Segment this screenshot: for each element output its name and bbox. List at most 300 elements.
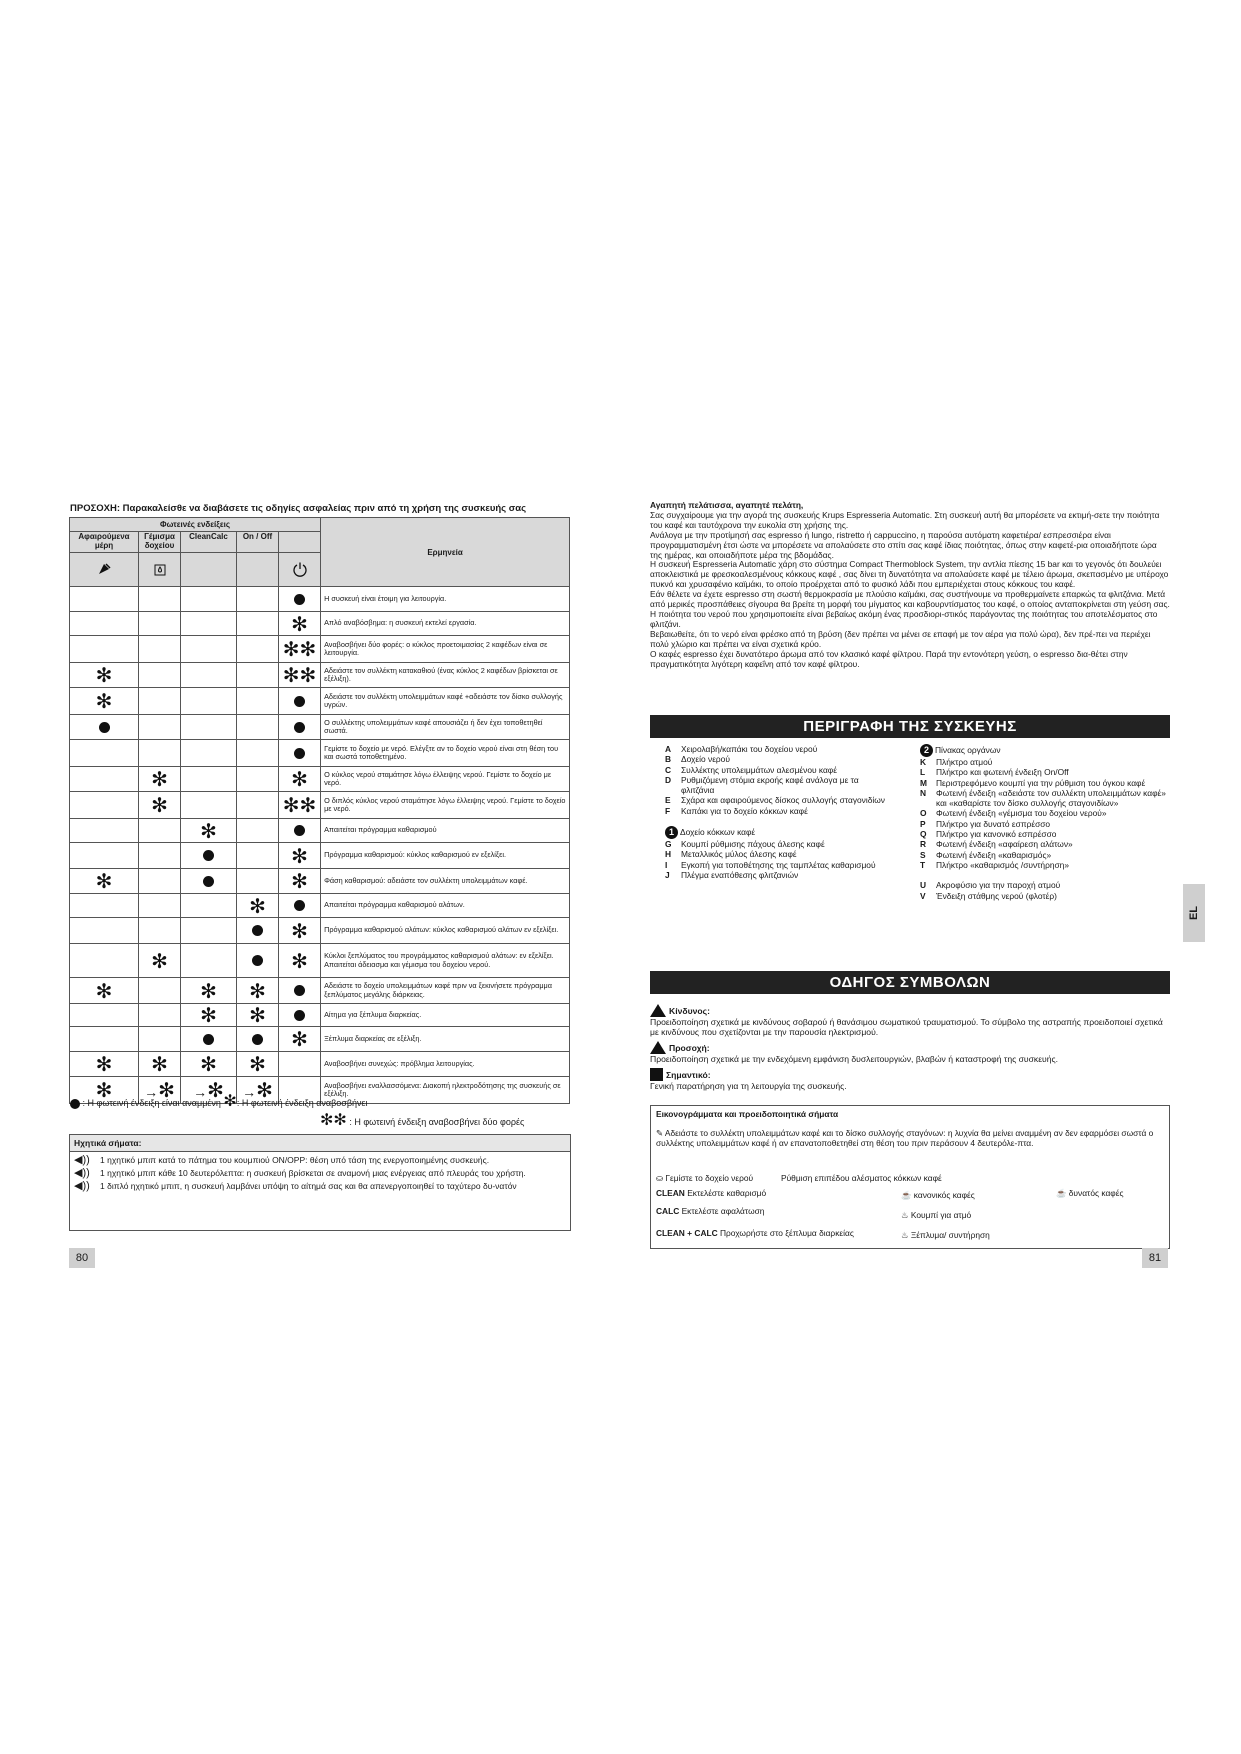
important-text: Γενική παρατήρηση για τη λειτουργία της συσκευής. <box>650 1081 847 1091</box>
onoff-col-icon <box>237 553 279 587</box>
indicator-cell <box>279 688 321 715</box>
empty-container-text: Αδειάστε το συλλέκτη υπολειμμάτων καφέ και το δίσκο συλλογής σταγόνων: η λυχνία θα μείνει αναμμένη αν δεν εφαρμόσει σωστά ο συλλέκτης υπολειμμάτων καφέ ή αν επανατοποθετηθεί στη θέση του πριν περάσουν 4 δευτερόλε-πτα. <box>656 1128 1154 1148</box>
part-letter: J <box>665 869 670 880</box>
part-item <box>920 778 1170 788</box>
indicator-cell <box>70 715 139 740</box>
speaker-icon: ◀)) <box>74 1167 90 1179</box>
part-text: Πλήκτρο για κανονικό εσπρέσσο <box>936 829 1057 840</box>
indicator-cell <box>139 1027 181 1052</box>
clean-text: Εκτελέστε καθαρισμό <box>687 1188 767 1198</box>
speaker-icon: ◀)) <box>74 1154 90 1166</box>
indicator-cell <box>237 894 279 918</box>
clean-calc-label: CLEAN + CALC <box>656 1228 718 1238</box>
indicator-cell <box>70 819 139 843</box>
indicator-cell <box>181 944 237 978</box>
symbols-guide <box>650 1000 1170 1091</box>
blink-star-icon: ✻ <box>200 818 217 843</box>
parts-list-right <box>920 744 1170 901</box>
indicator-cell <box>279 894 321 918</box>
light-on-dot <box>294 748 305 759</box>
part-letter: E <box>665 795 671 806</box>
part-letter: S <box>920 849 926 860</box>
table-row <box>70 587 570 612</box>
indicator-cell <box>237 663 279 688</box>
table-group-header: Φωτεινές ενδείξεις <box>70 518 321 532</box>
indicator-cell <box>237 978 279 1004</box>
indicator-meaning: Αναβοσβήνει συνεχώς: πρόβλημα λειτουργίας. <box>321 1052 570 1077</box>
left-page <box>0 0 600 1754</box>
blink-star-icon: ✻ <box>249 1003 266 1027</box>
part-item <box>665 806 885 816</box>
part-letter: D <box>665 774 672 785</box>
indicator-meaning: Ο συλλέκτης υπολειμμάτων καφέ απουσιάζει ή δεν έχει τοποθετηθεί σωστά. <box>321 715 570 740</box>
blink-star-icon: ✻ <box>249 1052 266 1076</box>
indicator-cell <box>279 663 321 688</box>
indicator-cell <box>237 636 279 663</box>
table-row <box>70 688 570 715</box>
caution-triangle-icon <box>650 1041 666 1054</box>
table-row <box>70 944 570 978</box>
part-text: Κουμπί ρύθμισης πάχους άλεσης καφέ <box>681 839 825 850</box>
indicator-cell <box>237 612 279 636</box>
part-letter: P <box>920 818 926 829</box>
strong-coffee-row <box>1056 1188 1124 1198</box>
part-text: Συλλέκτης υπολειμμάτων αλεσμένου καφέ <box>681 764 837 775</box>
indicator-meaning: Φάση καθαρισμού: αδειάστε τον συλλέκτη υπολειμμάτων καφέ. <box>321 869 570 894</box>
pictograms-title: Εικονογράμματα και προειδοποιητικά σήματα <box>656 1109 839 1119</box>
intro-paragraph: Ο καφές espresso έχει δυνατότερο άρωμα από τον κλασικό καφέ φίλτρου. Παρά την εντονότερη γεύση, ο espresso δια-θέτει στην πραγματικότητα λιγότερη καφεΐνη από τον καφέ φίλτρου. <box>650 648 1128 669</box>
salutation: Αγαπητή πελάτισσα, αγαπητέ πελάτη, <box>650 500 804 510</box>
indicator-cell <box>237 792 279 819</box>
part-letter: A <box>665 744 672 754</box>
blink-star-icon: ✻ <box>95 869 113 893</box>
normal-coffee-row <box>901 1190 975 1200</box>
table-row <box>70 894 570 918</box>
blink-star-icon: ✻ <box>200 1052 217 1076</box>
table-row <box>70 636 570 663</box>
grind-text: Ρύθμιση επιπέδου αλέσματος κόκκων καφέ <box>781 1173 942 1183</box>
blink-star-icon: ✻ <box>291 1027 308 1051</box>
indicator-cell <box>237 688 279 715</box>
indicator-cell <box>139 819 181 843</box>
part-item <box>920 850 1170 860</box>
indicator-meaning: Πρόγραμμα καθαρισμού: κύκλος καθαρισμού εν εξελίξει. <box>321 843 570 869</box>
arrow-icon: → <box>193 1084 208 1100</box>
indicator-cell <box>237 587 279 612</box>
rinse-icon: ♨ <box>901 1230 909 1240</box>
caution-title: Προσοχή: <box>669 1042 710 1053</box>
legend-blink-star: ✻ <box>223 1091 237 1110</box>
indicator-cell <box>139 869 181 894</box>
blink-star-icon: ✻ <box>200 1003 217 1027</box>
indicator-cell <box>279 715 321 740</box>
warning-title: ΠΡΟΣΟΧΗ: Παρακαλείσθε να διαβάσετε τις οδηγίες ασφαλείας πριν από τη χρήση της συσκευής σας <box>70 503 527 514</box>
normal-coffee-text: κανονικός καφές <box>913 1190 975 1200</box>
part-letter: I <box>665 859 668 870</box>
part-item <box>920 880 1170 890</box>
light-on-dot <box>294 900 305 911</box>
indicator-cell <box>139 663 181 688</box>
indicator-meaning: Ξέπλυμα διαρκείας σε εξέλιξη. <box>321 1027 570 1052</box>
light-on-dot <box>203 1034 214 1045</box>
part-item <box>920 808 1170 818</box>
indicator-cell <box>237 767 279 792</box>
indicator-cell <box>181 688 237 715</box>
intro-paragraph: Σας συγχαίρουμε για την αγορά της συσκευής Krups Espresseria Automatic. Στη συσκευή αυτή θα μπορέσετε να εκτιμή-σετε την ποιότητα του καφέ και ταυτόχρονα την ευκολία στη χρήσης της. <box>650 509 1160 530</box>
blink-star-icon: ✻ <box>95 1078 113 1102</box>
table-row <box>70 767 570 792</box>
indicator-cell <box>237 1027 279 1052</box>
indicator-meaning: Ο διπλός κύκλος νερού σταμάτησε λόγω έλλειψης νερού. Γεμίστε το δοχείο με νερό. <box>321 792 570 819</box>
sound-item <box>70 1178 570 1191</box>
strong-coffee-text: δυνατός καφές <box>1068 1188 1124 1198</box>
part-text: Πλήκτρο και φωτεινή ένδειξη On/Off <box>936 767 1069 778</box>
double-blink-star-icon: ✻✻ <box>282 663 317 687</box>
part-text: Φωτεινή ένδειξη «γέμισμα του δοχείου νερού» <box>936 808 1107 819</box>
part-text: Φωτεινή ένδειξη «αφαίρεση αλάτων» <box>936 839 1073 850</box>
removable-parts-icon <box>70 553 139 587</box>
fill-water-text: Γεμίστε το δοχείο νερού <box>665 1173 754 1183</box>
part-text: Ρυθμιζόμενη στόμια εκροής καφέ ανάλογα με τα φλιτζάνια <box>681 774 859 796</box>
indicator-cell <box>139 1052 181 1077</box>
indicator-cell <box>70 688 139 715</box>
indicator-cell <box>279 767 321 792</box>
col-cleancalc-header: CleanCalc <box>181 532 237 553</box>
indicator-cell <box>279 918 321 944</box>
clean-calc-row <box>656 1228 854 1238</box>
part-text: Φωτεινή ένδειξη «αδειάστε τον συλλέκτη υπολειμμάτων καφέ» και «καθαρίστε τον δίσκο συλλογής σταγονιδίων» <box>936 787 1166 809</box>
grind-row <box>781 1173 942 1183</box>
clean-label: CLEAN <box>656 1188 685 1198</box>
part-item <box>665 870 885 880</box>
sound-item-text: 1 διπλό ηχητικό μπιπ, η συσκευή λαμβάνει υπόψη το αίτημά σας και θα απενεργοποιηθεί το ταχύτερο δυ-νατόν <box>100 1181 517 1191</box>
indicator-cell <box>279 636 321 663</box>
indicator-cell <box>181 740 237 767</box>
language-tab-label: EL <box>1188 905 1200 921</box>
blink-star-icon: ✻ <box>151 767 168 791</box>
indicator-cell <box>139 636 181 663</box>
indicator-cell <box>279 843 321 869</box>
info-icon <box>650 1068 663 1081</box>
indicator-cell <box>70 792 139 819</box>
table-row <box>70 978 570 1004</box>
indicator-cell <box>70 869 139 894</box>
table-row <box>70 792 570 819</box>
part-item <box>665 849 885 859</box>
pictograms-box <box>650 1105 1170 1249</box>
part-item <box>920 767 1170 777</box>
blink-star-icon: ✻ <box>249 978 266 1003</box>
clean-calc-text: Προχωρήστε στο ξέπλυμα διαρκείας <box>719 1228 854 1238</box>
indicator-cell <box>181 612 237 636</box>
blink-star-icon: ✻ <box>158 1078 175 1102</box>
part-letter: Q <box>920 829 927 840</box>
indicator-cell <box>70 740 139 767</box>
power-icon <box>279 553 321 587</box>
danger-heading <box>650 1004 1170 1017</box>
part-text: Περιστρεφόμενο κουμπί για την ρύθμιση του όγκου καφέ <box>936 777 1146 788</box>
indicator-cell <box>279 740 321 767</box>
indicator-cell <box>139 587 181 612</box>
indicator-cell <box>70 1052 139 1077</box>
indicator-cell <box>139 612 181 636</box>
blink-star-icon: ✻ <box>151 948 168 973</box>
sound-item-text: 1 ηχητικό μπιπ κάθε 10 δευτερόλεπτα: η συσκευή βρίσκεται σε αναμονή μιας ενέργειας από πλευράς του χρήστη. <box>100 1168 526 1178</box>
blink-star-icon: ✻ <box>291 918 308 943</box>
part-item <box>920 788 1170 809</box>
part-letter: V <box>920 890 926 901</box>
indicator-cell <box>70 767 139 792</box>
indicator-meaning: Κύκλοι ξεπλύματος του προγράμματος καθαρισμού αλάτων: εν εξελίξει. Απαιτείται άδειασμα και γέμισμα του δοχείου νερού. <box>321 944 570 978</box>
indicator-cell <box>70 636 139 663</box>
blink-star-icon: ✻ <box>207 1078 224 1102</box>
part-item <box>665 754 885 764</box>
indicator-cell <box>279 587 321 612</box>
table-row <box>70 918 570 944</box>
part-item <box>920 860 1170 870</box>
sound-item <box>70 1165 570 1178</box>
indicator-cell <box>70 663 139 688</box>
fill-water-row <box>656 1173 753 1183</box>
part-letter: N <box>920 787 927 798</box>
indicator-meaning: Απαιτείται πρόγραμμα καθαρισμού <box>321 819 570 843</box>
part-text: Εγκοπή για τοποθέτησης της ταμπλέτας καθαρισμού <box>681 859 876 870</box>
blink-star-icon: ✻ <box>151 1052 168 1076</box>
danger-text: Προειδοποίηση σχετικά με κινδύνους σοβαρού ή θανάσιμου σωματικού τραυματισμού. Το σύμβολο της αστραπής προειδοποιεί σχετικά με κινδύνους που σχετίζονται με την παρουσία ηλεκτρισμού. <box>650 1017 1163 1037</box>
rinse-row <box>901 1230 990 1240</box>
part-text: Ακροφύσιο για την παροχή ατμού <box>936 880 1061 891</box>
indicator-cell <box>181 587 237 612</box>
part-letter: F <box>665 805 671 816</box>
intro-paragraph: Η συσκευή Espresseria Automatic χάρη στο σύστημα Compact Thermoblock System, την αντλία πίεσης 15 bar και το γεγονός ότι δουλεύει αποκλειστικά με φρεσκοαλεσμένους κόκκους καφέ , σας δίνει τη δυνατότητα να απολαύσετε καφέ με τέλειο άρωμα, σκεπασμένο με υπέροχο πυκνό και χρυσαφένιο καϊμάκι, το οποίο προέρχεται από το φυσικό λάδι που εμπεριέχεται στους κόκκους του καφέ. <box>650 559 1169 590</box>
part-item <box>665 839 885 849</box>
section-title-description: ΠΕΡΙΓΡΑΦΗ ΤΗΣ ΣΥΣΚΕΥΗΣ <box>650 715 1170 738</box>
empty-container-row <box>656 1128 1161 1148</box>
caution-text: Προειδοποίηση σχετικά με την ενδεχόμενη εμφάνιση δυσλειτουργιών, βλαβών ή καταστροφή της συσκευής. <box>650 1054 1059 1064</box>
part-letter: H <box>665 849 672 860</box>
danger-title: Κίνδυνος: <box>669 1005 710 1016</box>
indicator-cell <box>181 894 237 918</box>
indicator-meaning: Απλό αναβόσβημα: η συσκευή εκτελεί εργασία. <box>321 612 570 636</box>
arrow-icon: → <box>144 1084 159 1100</box>
indicator-cell <box>181 715 237 740</box>
blink-star-icon: ✻ <box>95 1052 113 1076</box>
table-row <box>70 715 570 740</box>
water-tank-icon <box>139 553 181 587</box>
table-row <box>70 740 570 767</box>
part-letter: B <box>665 754 672 765</box>
part-text: Πλήκτρο ατμού <box>936 757 993 767</box>
indicator-cell <box>279 792 321 819</box>
sub-heading-text: Δοχείο κόκκων καφέ <box>680 827 756 838</box>
part-letter: R <box>920 839 927 850</box>
part-item <box>665 765 885 775</box>
indicator-cell <box>181 663 237 688</box>
sound-signals-box <box>69 1134 571 1231</box>
indicator-cell <box>139 715 181 740</box>
indicator-cell <box>237 918 279 944</box>
indicator-cell <box>181 869 237 894</box>
part-letter: O <box>920 808 927 819</box>
light-on-dot <box>294 985 305 996</box>
removable-parts-icon: ✎ <box>656 1128 664 1138</box>
indicator-meaning: Αναβοσβήνει εναλλασσόμενα: Διακοπή ηλεκτροδότησης της συσκευής σε εξέλιξη. <box>321 1077 570 1104</box>
table-row <box>70 843 570 869</box>
light-on-dot <box>294 1010 305 1021</box>
indicator-meaning: Πρόγραμμα καθαρισμού αλάτων: κύκλος καθαρισμού αλάτων εν εξελίξει. <box>321 918 570 944</box>
calc-label: CALC <box>656 1206 680 1216</box>
indicator-cell <box>237 843 279 869</box>
intro-paragraph: Βεβαιωθείτε, ότι το νερό είναι φρέσκο από τη βρύση (δεν πρέπει να μένει σε επαφή με τον αέρα για πολύ ώρα), δεν πρέ-πει να περιέχει πολύ χλώριο και πρέπει να είναι σχετικά κρύο. <box>650 628 1151 649</box>
table-row <box>70 663 570 688</box>
table-row <box>70 869 570 894</box>
sound-item-text: 1 ηχητικό μπιπ κατά το πάτημα του κουμπιού ON/OPP: θέση υπό τάση της ενεργοποιημένης συσκευής. <box>100 1155 490 1165</box>
blink-star-icon: ✻ <box>291 843 308 868</box>
indicator-cell <box>70 1027 139 1052</box>
light-on-dot <box>294 722 305 733</box>
important-heading <box>650 1068 1170 1081</box>
indicator-cell <box>70 944 139 978</box>
indicator-cell <box>237 740 279 767</box>
part-item <box>920 839 1170 849</box>
light-on-dot <box>252 925 263 936</box>
part-item <box>665 795 885 805</box>
part-item <box>920 829 1170 839</box>
indicator-cell <box>279 612 321 636</box>
part-letter: G <box>665 839 672 850</box>
indicator-cell <box>237 1052 279 1077</box>
part-text: Σχάρα και αφαιρούμενος δίσκος συλλογής σταγονιδίων <box>681 795 885 806</box>
blink-star-icon: ✻ <box>200 978 217 1003</box>
indicator-meaning: Αναβοσβήνει δύο φορές: ο κύκλος προετοιμασίας 2 καφέδων είναι σε λειτουργία. <box>321 636 570 663</box>
part-item <box>665 744 885 754</box>
part-text: Μεταλλικός μύλος άλεσης καφέ <box>681 849 797 860</box>
light-on-dot <box>252 1034 263 1045</box>
indicator-meaning: Αδειάστε το δοχείο υπολειμμάτων καφέ πριν να ξεκινήσετε πρόγραμμα ξεπλύματος μεγάλης διάρκειας. <box>321 978 570 1004</box>
indicator-cell <box>279 1052 321 1077</box>
indicator-cell <box>139 944 181 978</box>
indicator-cell <box>181 843 237 869</box>
part-letter: U <box>920 880 927 891</box>
indicator-cell <box>70 1004 139 1027</box>
indicator-meaning: Απαιτείται πρόγραμμα καθαρισμού αλάτων. <box>321 894 570 918</box>
sub-heading-control-panel <box>920 744 1170 757</box>
table-row <box>70 1052 570 1077</box>
part-letter: C <box>665 764 672 775</box>
col-fill-header: Γέμισμα δοχείου <box>139 532 181 553</box>
blink-star-icon: ✻ <box>291 767 308 791</box>
number-1-icon: 1 <box>665 826 678 839</box>
part-item <box>920 757 1170 767</box>
table-row <box>70 1027 570 1052</box>
indicator-meaning: Η συσκευή είναι έτοιμη για λειτουργία. <box>321 587 570 612</box>
part-item <box>920 819 1170 829</box>
light-on-dot <box>252 955 263 966</box>
part-item <box>665 860 885 870</box>
indicator-cell <box>181 792 237 819</box>
double-blink-star-icon: ✻✻ <box>282 637 317 661</box>
indicator-cell <box>181 1027 237 1052</box>
important-title: Σημαντικό: <box>666 1069 711 1080</box>
indicator-cell <box>279 819 321 843</box>
indicator-cell <box>70 894 139 918</box>
part-item <box>920 891 1170 901</box>
col-onoff-header: On / Off <box>237 532 279 553</box>
indicator-cell <box>181 978 237 1004</box>
rinse-text: Ξέπλυμα/ συντήρηση <box>910 1230 990 1240</box>
part-text: Φωτεινή ένδειξη «καθαρισμός» <box>936 849 1052 860</box>
legend-blink2-text: Η φωτεινή ένδειξη αναβοσβήνει δύο φορές <box>354 1117 525 1127</box>
indicator-cell <box>181 767 237 792</box>
part-letter: K <box>920 757 927 767</box>
indicator-cell <box>70 843 139 869</box>
legend-blink-text: : Η φωτεινή ένδειξη αναβοσβήνει <box>236 1098 368 1108</box>
indicator-table <box>69 517 570 1104</box>
sub-heading-bean-container <box>665 826 885 839</box>
part-text: Πλέγμα εναπόθεσης φλιτζανιών <box>681 869 799 880</box>
parts-list-left <box>665 744 885 880</box>
indicator-cell <box>139 1004 181 1027</box>
cleancalc-icon <box>181 553 237 587</box>
steam-row <box>901 1210 971 1220</box>
section-title-symbols: ΟΔΗΓΟΣ ΣΥΜΒΟΛΩΝ <box>650 971 1170 994</box>
indicator-cell <box>181 1052 237 1077</box>
part-text: Καπάκι για το δοχείο κόκκων καφέ <box>681 805 808 816</box>
indicator-cell <box>139 843 181 869</box>
indicator-meaning: Ο κύκλος νερού σταμάτησε λόγω έλλειψης νερού. Γεμίστε το δοχείο με νερό. <box>321 767 570 792</box>
table-row <box>70 1004 570 1027</box>
part-letter: L <box>920 767 926 778</box>
indicator-cell <box>237 869 279 894</box>
light-on-dot <box>99 722 110 733</box>
indicator-cell <box>139 688 181 715</box>
indicator-cell <box>139 792 181 819</box>
light-on-dot <box>294 696 305 707</box>
page-number-left: 80 <box>69 1248 95 1268</box>
legend-on-text: : Η φωτεινή ένδειξη είναι αναμμένη <box>82 1098 221 1108</box>
legend: : Η φωτεινή ένδειξη είναι αναμμένη ✻: Η φωτεινή ένδειξη αναβοσβήνει ✻✻ : Η φωτεινή ένδειξη αναβοσβήνει δύο φορές <box>70 1091 590 1129</box>
blink-star-icon: ✻ <box>291 869 308 893</box>
indicator-meaning: Αδειάστε τον συλλέκτη υπολειμμάτων καφέ +αδειάστε τον δίσκο συλλογής υγρών. <box>321 688 570 715</box>
blink-star-icon: ✻ <box>95 978 113 1003</box>
steam-icon: ♨ <box>901 1210 909 1220</box>
arrow-icon: → <box>242 1084 257 1100</box>
intro-paragraph: Ανάλογα με την προτίμησή σας espresso ή lungo, ristretto ή cappuccino, η παρούσα αυτόματη καφετιέρα/ εσπρεσσιέρα είναι προγραμματισμένη έτσι ώστε να μπορέσετε να απολαύσετε στο σπίτι σας καφέ ίδιας ποιότητας, όπως στην καφετέ-ρια οποιαδήποτε ώρα της ημέρας, και οποιαδήποτε μέρα της βδομάδας. <box>650 529 1157 560</box>
intro-text <box>650 501 1170 669</box>
indicator-meaning: Αδειάστε τον συλλέκτη κατακαθιού (ένας κύκλος 2 καφέδων βρίσκεται σε εξέλιξη). <box>321 663 570 688</box>
blink-star-icon: ✻ <box>256 1078 273 1102</box>
cup-icon: ☕ <box>901 1190 912 1200</box>
steam-text: Κουμπί για ατμό <box>910 1210 972 1220</box>
indicator-cell <box>181 1004 237 1027</box>
table-meaning-header: Ερμηνεία <box>321 518 570 587</box>
part-item <box>665 775 885 796</box>
water-tank-icon: ⛀ <box>656 1173 664 1183</box>
indicator-meaning: Γεμίστε το δοχείο με νερό. Ελέγξτε αν το δοχείο νερού είναι στη θέση του και σωστά τοποθετημένο. <box>321 740 570 767</box>
part-letter: T <box>920 859 926 870</box>
warning-triangle-icon <box>650 1004 666 1017</box>
indicator-cell <box>139 894 181 918</box>
blink-star-icon: ✻ <box>249 893 266 918</box>
indicator-cell <box>181 636 237 663</box>
indicator-cell <box>279 1027 321 1052</box>
indicator-cell <box>181 918 237 944</box>
light-on-dot <box>203 850 214 861</box>
indicator-cell <box>237 944 279 978</box>
calc-row <box>656 1206 764 1216</box>
intro-paragraph: Εάν θέλετε να έχετε espresso στη σωστή θερμοκρασία με πλούσιο καϊμάκι, σας συστήνουμε να προθερμαίνετε επαρκώς τα φλιτζάνια. Μετά από μερικές προσπάθειες σίγουρα θα βρείτε τη μορφή του μίγματος και καβουρντίσματος του καφέ, ο οποίος ανταποκρίνεται στη γεύση σας. Η ποιότητα του νερού που χρησιμοποιείτε είναι βεβαίως ακόμη ένας προσδιορι-στικός παράγοντας της ποιότητας του αποτελέσματος στο φλιτζάνι. <box>650 589 1170 629</box>
part-text: Ένδειξη στάθμης νερού (φλοτέρ) <box>936 890 1057 901</box>
